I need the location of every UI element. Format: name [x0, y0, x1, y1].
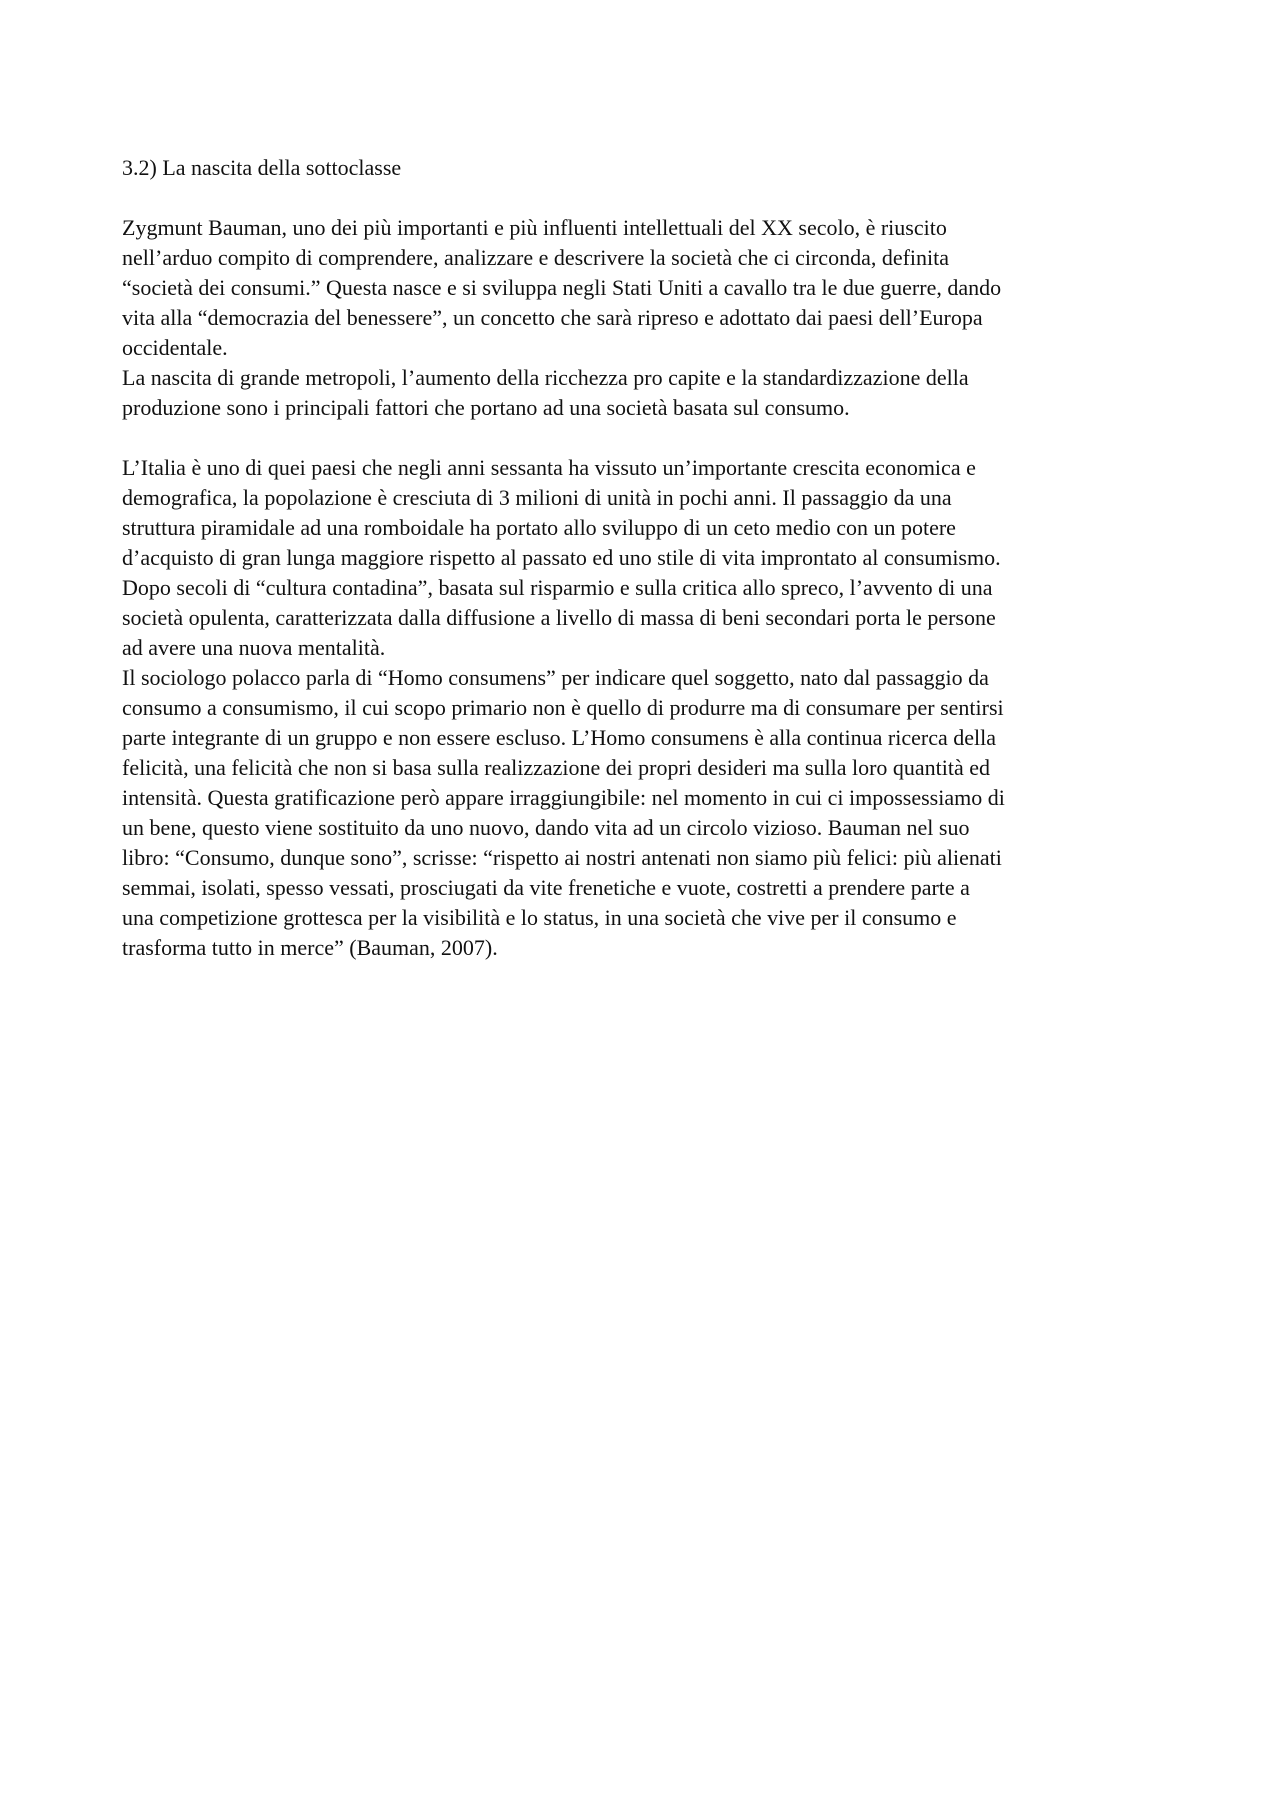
paragraph-gap: [122, 423, 1172, 453]
text-line: parte integrante di un gruppo e non essere escluso. L’Homo consumens è alla continua ricerca della: [122, 725, 996, 750]
paragraph-italia: [122, 453, 1172, 663]
text-line: Dopo secoli di “cultura contadina”, basata sul risparmio e sulla critica allo spreco, l’avvento di una: [122, 575, 993, 600]
text-line: Zygmunt Bauman, uno dei più importanti e più influenti intellettuali del XX secolo, è riuscito: [122, 215, 947, 240]
text-line: struttura piramidale ad una romboidale ha portato allo sviluppo di un ceto medio con un potere: [122, 515, 956, 540]
text-line: consumo a consumismo, il cui scopo primario non è quello di produrre ma di consumare per sentirsi: [122, 695, 1004, 720]
text-line: L’Italia è uno di quei paesi che negli anni sessanta ha vissuto un’importante crescita economica e: [122, 455, 976, 480]
paragraph-metropoli: [122, 363, 1172, 423]
paragraph-bauman-intro: [122, 213, 1172, 363]
text-line: Il sociologo polacco parla di “Homo consumens” per indicare quel soggetto, nato dal passaggio da: [122, 665, 989, 690]
text-line: produzione sono i principali fattori che portano ad una società basata sul consumo.: [122, 395, 850, 420]
text-line: “società dei consumi.” Questa nasce e si sviluppa negli Stati Uniti a cavallo tra le due guerre, dando: [122, 275, 1002, 300]
text-line: occidentale.: [122, 335, 228, 360]
section-heading: 3.2) La nascita della sottoclasse: [122, 155, 402, 180]
text-line: felicità, una felicità che non si basa sulla realizzazione dei propri desideri ma sulla loro quantità ed: [122, 755, 991, 780]
text-line: vita alla “democrazia del benessere”, un concetto che sarà ripreso e adottato dai paesi dell’Europa: [122, 305, 983, 330]
text-line: intensità. Questa gratificazione però appare irraggiungibile: nel momento in cui ci impossessiamo di: [122, 785, 1005, 810]
text-line: trasforma tutto in merce” (Bauman, 2007).: [122, 935, 498, 960]
text-line: nell’arduo compito di comprendere, analizzare e descrivere la società che ci circonda, definita: [122, 245, 950, 270]
text-line: una competizione grottesca per la visibilità e lo status, in una società che vive per il consumo e: [122, 905, 957, 930]
text-line: semmai, isolati, spesso vessati, prosciugati da vite frenetiche e vuote, costretti a prendere parte a: [122, 875, 970, 900]
text-line: d’acquisto di gran lunga maggiore rispetto al passato ed uno stile di vita improntato al consumismo.: [122, 545, 1001, 570]
text-line: ad avere una nuova mentalità.: [122, 635, 386, 660]
text-line: società opulenta, caratterizzata dalla diffusione a livello di massa di beni secondari porta le persone: [122, 605, 996, 630]
text-line: libro: “Consumo, dunque sono”, scrisse: “rispetto ai nostri antenati non siamo più felici: più alienati: [122, 845, 1002, 870]
text-line: demografica, la popolazione è cresciuta di 3 milioni di unità in pochi anni. Il passaggio da una: [122, 485, 952, 510]
text-line: un bene, questo viene sostituito da uno nuovo, dando vita ad un circolo vizioso. Bauman nel suo: [122, 815, 970, 840]
document-body: [122, 153, 1172, 963]
text-line: La nascita di grande metropoli, l’aumento della ricchezza pro capite e la standardizzazione della: [122, 365, 969, 390]
paragraph-homo-consumens: [122, 663, 1172, 963]
